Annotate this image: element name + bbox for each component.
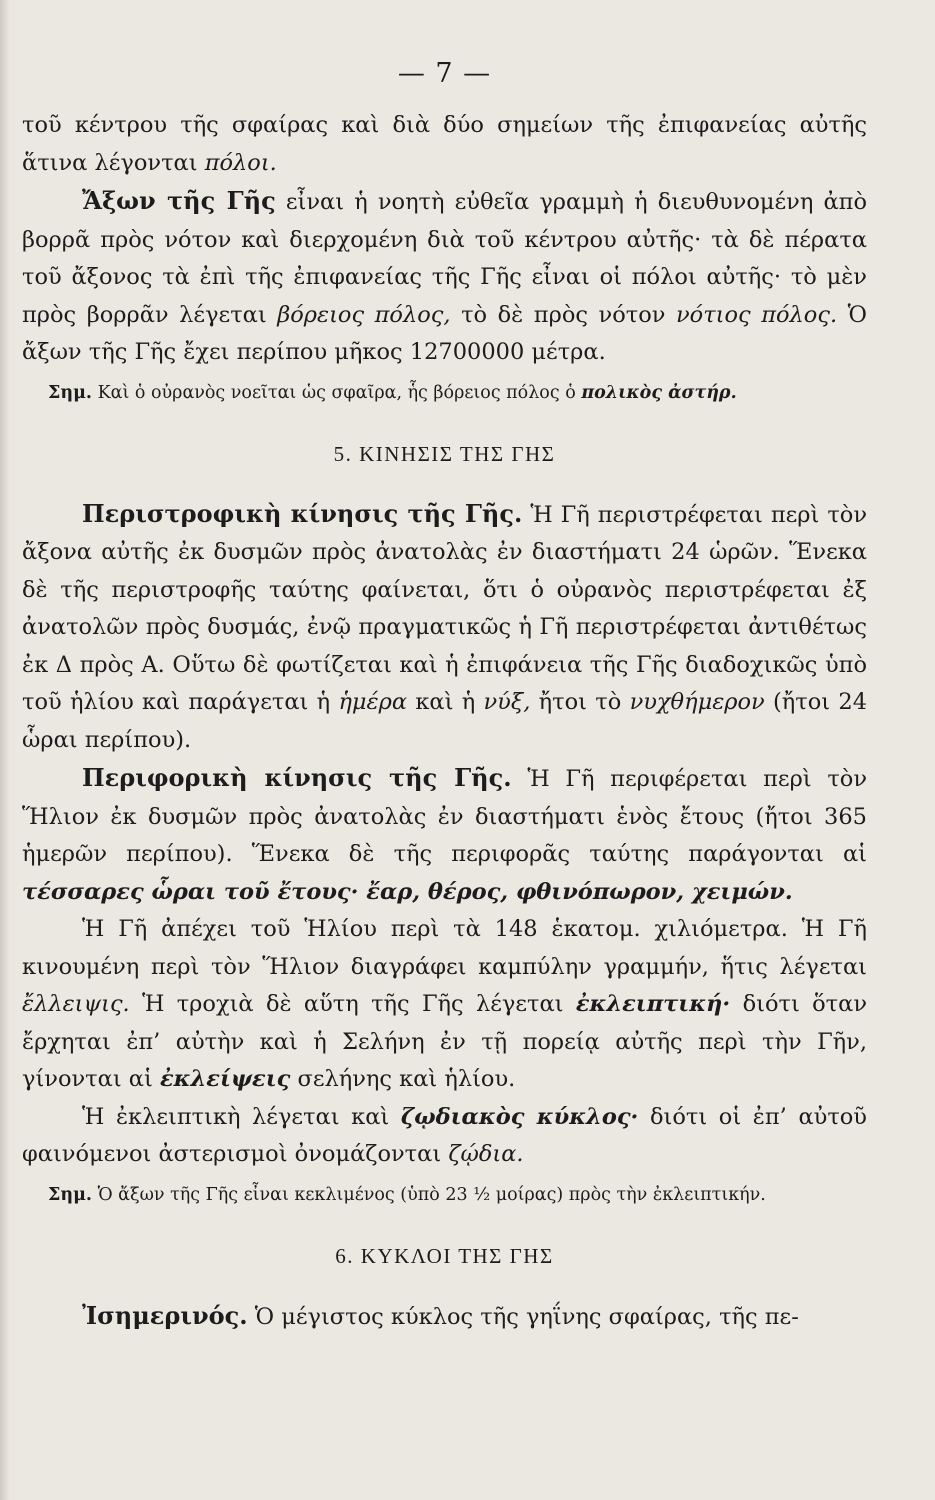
- text: Ὁ ἄξων τῆς Γῆς ἔχει περίπου μῆκος 12700000 μέτρα.: [22, 301, 868, 365]
- note-axis-tilt: [22, 1180, 867, 1210]
- paragraph-rotation: [22, 495, 867, 760]
- text: σελήνης καὶ ἡλίου.: [290, 1066, 516, 1092]
- text: εἶναι ἡ νοητὴ εὐθεῖα γραμμὴ ἡ διευθυνομένη ἀπὸ βορρᾶ πρὸς νότον καὶ διερχομένη διὰ τοῦ κέντρου αὐτῆς· τὰ δὲ πέρατα τοῦ ἄξονος τὰ ἐπὶ τῆς ἐπιφανείας τῆς Γῆς εἶναι οἱ πόλοι αὐτῆς· τὸ μὲν πρὸς βορρᾶν λέγεται: [22, 189, 868, 328]
- note-label: Σημ.: [48, 382, 92, 403]
- page-gutter-shadow: [0, 0, 10, 1500]
- text: διότι οἱ ἐπ’ αὐτοῦ φαινόμενοι ἀστερισμοὶ ὀνομάζονται: [22, 1103, 867, 1167]
- bold-italic-pole-star: πολικὸς ἀστήρ.: [581, 382, 737, 403]
- italic-term-ellipse: ἔλλειψις.: [22, 991, 130, 1017]
- italic-term-nychthemeron: νυχθήμερον: [629, 689, 765, 715]
- text: Ἡ ἐκλειπτικὴ λέγεται καὶ: [82, 1103, 401, 1130]
- paragraph-earth-axis: [22, 182, 867, 372]
- bold-italic-zodiac: ζῳδιακὸς κύκλος·: [400, 1103, 639, 1130]
- term-revolution: Περιφορικὴ κίνησις τῆς Γῆς.: [82, 763, 512, 792]
- italic-term-poles: πόλοι.: [204, 149, 277, 176]
- text: Ἡ Γῆ περιστρέφεται περὶ τὸν ἄξονα αὐτῆς ἐκ δυσμῶν πρὸς ἀνατολὰς ἐν διαστήματι 24 ὡρῶν. Ἕνεκα δὲ τῆς περιστροφῆς ταύτης φαίνεται, ὅτι ὁ οὐρανὸς περιστρέφεται ἐξ ἀνατολῶν πρὸς δυσμάς, ἐνῷ πραγματικῶς ἡ Γῆ περιστρέφεται ἀντιθέτως ἐκ Δ πρὸς Α. Οὕτω δὲ φωτίζεται καὶ ἡ ἐπιφάνεια τῆς Γῆς διαδοχικῶς ὑπὸ τοῦ ἡλίου καὶ παράγεται ἡ: [22, 501, 867, 715]
- section-heading-earth-circles: 6. ΚΥΚΛΟΙ ΤΗΣ ΓΗΣ: [335, 1243, 554, 1268]
- note-sky-sphere: [22, 378, 867, 408]
- page-number: — 7 —: [397, 58, 492, 89]
- text: τὸ δὲ πρὸς νότον: [450, 301, 676, 328]
- text: Ὁ ἄξων τῆς Γῆς εἶναι κεκλιμένος (ὑπὸ 23 ½ μοίρας) πρὸς τὴν ἐκλειπτικήν.: [92, 1184, 766, 1205]
- text: καὶ ἡ: [407, 689, 484, 715]
- text: ἤτοι τὸ: [530, 689, 630, 715]
- text: (ἤτοι 24 ὧραι περίπου).: [22, 689, 868, 753]
- italic-term-south-pole: νότιος πόλος.: [676, 301, 838, 328]
- text: Ἡ Γῆ περιφέρεται περὶ τὸν Ἥλιον ἐκ δυσμῶν πρὸς ἀνατολὰς ἐν διαστήματι ἑνὸς ἔτους (ἤτοι 365 ἡμερῶν περίπου). Ἕνεκα δὲ τῆς περιφορᾶς ταύτης παράγονται αἱ: [22, 766, 867, 867]
- paragraph-revolution: [22, 759, 867, 911]
- term-equator: Ἰσημερινός.: [82, 1300, 248, 1330]
- paragraph-poles-definition: [22, 107, 867, 182]
- bold-italic-ecliptic: ἐκλειπτική·: [575, 991, 731, 1017]
- italic-term-day: ἡμέρα: [338, 689, 408, 715]
- term-earth-axis: Ἄξων τῆς Γῆς: [82, 186, 276, 215]
- note-label: Σημ.: [48, 1184, 92, 1205]
- text: Ἡ τροχιὰ δὲ αὕτη τῆς Γῆς λέγεται: [129, 991, 576, 1017]
- italic-term-night: νύξ,: [483, 689, 531, 715]
- bold-italic-eclipses: ἐκλείψεις: [159, 1066, 291, 1092]
- italic-term-zodia: ζῴδια.: [448, 1141, 524, 1167]
- text: Καὶ ὁ οὐρανὸς νοεῖται ὡς σφαῖρα, ἧς βόρειος πόλος ὁ: [92, 382, 582, 403]
- paragraph-equator: [22, 1297, 867, 1337]
- term-rotation: Περιστροφικὴ κίνησις τῆς Γῆς.: [82, 498, 523, 528]
- section-heading-earth-motion: 5. ΚΙΝΗΣΙΣ ΤΗΣ ΓΗΣ: [333, 441, 556, 466]
- bold-italic-seasons: τέσσαρες ὧραι τοῦ ἔτους· ἔαρ, θέρος, φθινόπωρον, χειμών.: [22, 878, 793, 905]
- text: Ὁ μέγιστος κύκλος τῆς γηΐνης σφαίρας, τῆς πε-: [247, 1303, 799, 1330]
- paragraph-zodiac: [22, 1099, 867, 1174]
- text: Ἡ Γῆ ἀπέχει τοῦ Ἡλίου περὶ τὰ 148 ἑκατομ. χιλιόμετρα. Ἡ Γῆ κινουμένη περὶ τὸν Ἥλιον διαγράφει καμπύλην γραμμήν, ἥτις λέγεται: [22, 916, 867, 980]
- text: διότι ὅταν ἔρχηται ἐπ’ αὐτὴν καὶ ἡ Σελήνη ἐν τῇ πορείᾳ αὐτῆς περὶ τὴν Γῆν, γίνονται αἱ: [22, 991, 867, 1092]
- text: τοῦ κέντρου τῆς σφαίρας καὶ διὰ δύο σημείων τῆς ἐπιφανείας αὐτῆς ἅτινα λέγονται: [22, 112, 867, 176]
- italic-term-north-pole: βόρειος πόλος,: [277, 301, 451, 328]
- paragraph-ecliptic: [22, 911, 867, 1099]
